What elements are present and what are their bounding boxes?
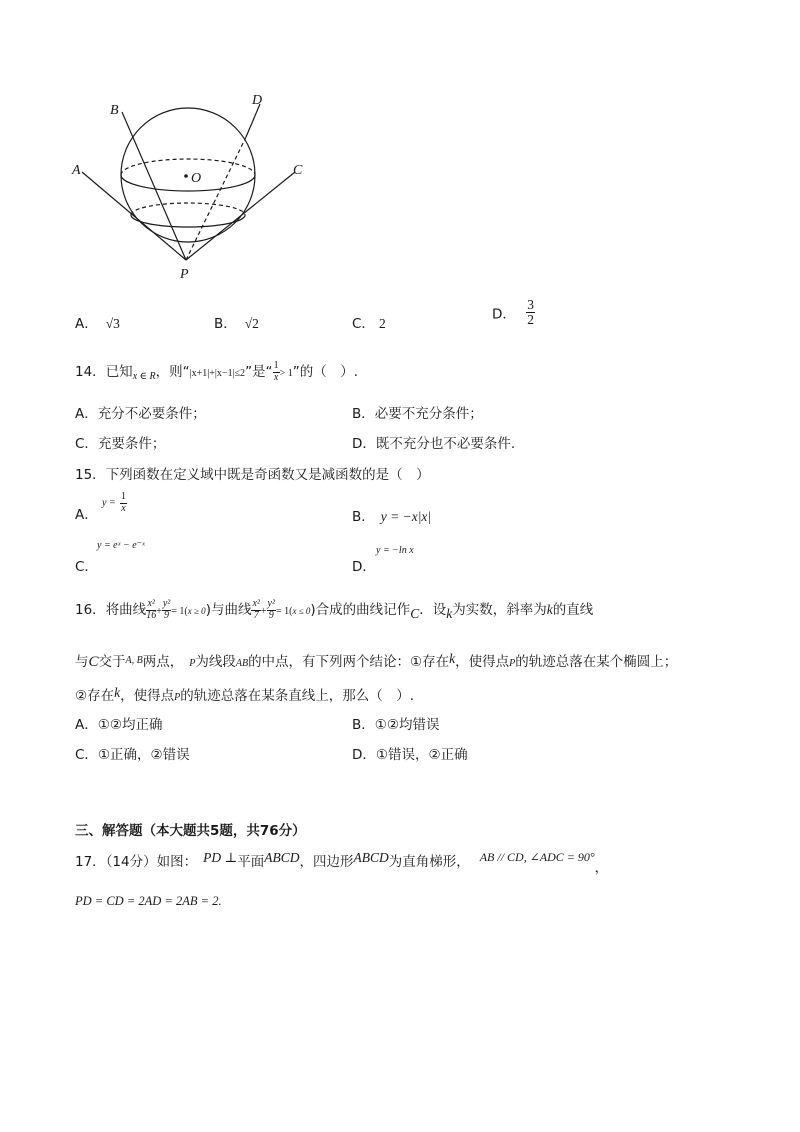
q13-option-b[interactable]: B． √2 bbox=[214, 316, 259, 332]
label-d: D bbox=[252, 93, 263, 108]
q13-option-d[interactable]: D． $\frac{3}{2}$ bbox=[492, 297, 534, 328]
q14-option-b[interactable]: B．必要不充分条件； bbox=[352, 406, 483, 422]
q13-option-a[interactable]: A． √3 bbox=[75, 316, 120, 332]
q16-stem-line1: 16．将曲线 $\frac{\text{x²}}{16}$ + $\frac{\text{y²}}{9}$ = 1(x ≥ 0)与曲线 $\frac{\text{x²}}{7}$ + $\frac{\text{y²}}{9}$ = 1(x ≤ 0)合成的曲线记作C．设k为实数，斜率为k的直线 bbox=[75, 598, 594, 621]
section3-title: 三、解答题（本大题共5题，共76分） bbox=[75, 823, 306, 839]
q17-stem-line1: 17．（14分）如图： PD ⊥平面ABCD，四边形ABCD为直角梯形， AB // CD, ∠ADC = 90°， bbox=[75, 850, 609, 876]
q15-option-d[interactable]: y = −ln x D． bbox=[352, 545, 414, 575]
q16-option-c[interactable]: C．①正确，②错误 bbox=[75, 747, 190, 763]
q13-option-a-value: √3 bbox=[105, 316, 120, 331]
q15-option-c[interactable]: y = eˣ − e⁻ˣ C． bbox=[75, 540, 145, 575]
q14-stem: 14．已知$_{x \in R}$，则“|x+1|+|x−1|≤2”是“ $\frac{1}{x}$ > 1”的（ ）. bbox=[75, 360, 358, 383]
line-pb bbox=[122, 112, 186, 260]
q16-option-b[interactable]: B．①②均错误 bbox=[352, 717, 440, 733]
q17-stem-line2: PD = CD = 2AD = 2AB = 2. bbox=[75, 894, 222, 908]
q16-stem-line3: ②存在k，使得点P的轨迹总落在某条直线上，那么（ ）. bbox=[75, 685, 415, 704]
q13-option-d-fraction: $\frac{3}{2}$ bbox=[527, 297, 534, 328]
label-c: C bbox=[293, 163, 303, 178]
q16-option-a[interactable]: A．①②均正确 bbox=[75, 717, 163, 733]
q16-option-d[interactable]: D．①错误，②正确 bbox=[352, 747, 468, 763]
q13-option-c-value: 2 bbox=[378, 316, 386, 331]
q15-option-a-fraction: $\frac{1}{x}$ bbox=[121, 491, 127, 514]
center-point bbox=[184, 174, 188, 178]
equator-front bbox=[121, 175, 255, 191]
q15-option-b[interactable]: B． y = −x|x| bbox=[352, 509, 432, 525]
lower-circle-back bbox=[131, 203, 245, 215]
lower-circle-front bbox=[131, 215, 245, 227]
q14-option-c[interactable]: C．充要条件； bbox=[75, 436, 166, 452]
q14-condition: x ∈ R bbox=[132, 371, 156, 382]
line-pd-outer bbox=[246, 104, 260, 137]
q14-option-a[interactable]: A．充分不必要条件； bbox=[75, 406, 206, 422]
q15-stem: 15．下列函数在定义域中既是奇函数又是减函数的是（ ） bbox=[75, 467, 430, 483]
q15-option-a[interactable]: A． y = $\frac{1}{x}$ bbox=[75, 491, 127, 523]
label-b: B bbox=[110, 103, 119, 118]
q16-stem-line2: 与C交于$^{A, B}$两点， P为线段AB的中点，有下列两个结论：①存在k，使得点P的轨迹总落在某个椭圆上； bbox=[75, 651, 678, 670]
equator-back bbox=[121, 159, 255, 175]
q14-option-d[interactable]: D．既不充分也不必要条件. bbox=[352, 436, 516, 452]
sphere-figure bbox=[60, 90, 320, 290]
label-o: O bbox=[191, 171, 202, 186]
q14-fraction: $\frac{1}{x}$ bbox=[273, 360, 279, 383]
q13-option-c[interactable]: C． 2 bbox=[352, 316, 386, 332]
label-a: A bbox=[72, 163, 81, 178]
q14-inequality: |x+1|+|x−1|≤2 bbox=[189, 368, 246, 379]
line-pa bbox=[82, 172, 186, 260]
q13-option-b-value: √2 bbox=[244, 316, 259, 331]
label-p: P bbox=[180, 267, 189, 282]
